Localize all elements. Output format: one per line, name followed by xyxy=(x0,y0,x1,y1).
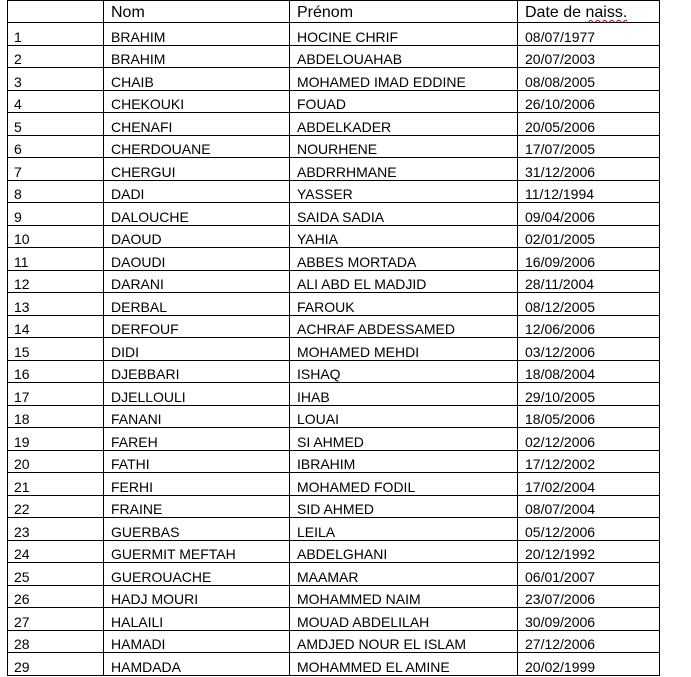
row-number-cell: 18 xyxy=(8,405,104,428)
row-number-cell: 17 xyxy=(8,383,104,406)
prenom-cell: YAHIA xyxy=(290,225,518,248)
row-number-cell: 1 xyxy=(8,23,104,46)
nom-cell: FAREH xyxy=(104,428,290,451)
date-naissance-cell: 31/12/2006 xyxy=(518,158,660,181)
table-row xyxy=(8,248,660,271)
prenom-cell: YASSER xyxy=(290,180,518,203)
date-naissance-cell: 11/12/1994 xyxy=(518,180,660,203)
prenom-cell: ABDRRHMANE xyxy=(290,158,518,181)
date-naissance-cell: 20/02/1999 xyxy=(518,653,660,676)
row-number-cell: 8 xyxy=(8,180,104,203)
row-number-cell: 4 xyxy=(8,90,104,113)
table-row xyxy=(8,540,660,563)
nom-cell: HAMDADA xyxy=(104,653,290,676)
row-number-cell: 15 xyxy=(8,338,104,361)
table-row xyxy=(8,270,660,293)
prenom-cell: MOHAMMED EL AMINE xyxy=(290,653,518,676)
table-row xyxy=(8,630,660,653)
date-naissance-cell: 16/09/2006 xyxy=(518,248,660,271)
date-naissance-cell: 17/07/2005 xyxy=(518,135,660,158)
nom-cell: DAOUD xyxy=(104,225,290,248)
date-naissance-cell: 30/09/2006 xyxy=(518,608,660,631)
nom-cell: FATHI xyxy=(104,450,290,473)
prenom-cell: FOUAD xyxy=(290,90,518,113)
table-row xyxy=(8,225,660,248)
table-row xyxy=(8,473,660,496)
date-naissance-cell: 02/01/2005 xyxy=(518,225,660,248)
prenom-cell: IHAB xyxy=(290,383,518,406)
date-naissance-cell: 20/05/2006 xyxy=(518,113,660,136)
prenom-cell: ALI ABD EL MADJID xyxy=(290,270,518,293)
date-naissance-cell: 17/12/2002 xyxy=(518,450,660,473)
nom-cell: GUEROUACHE xyxy=(104,563,290,586)
table-row xyxy=(8,180,660,203)
date-naissance-cell: 18/05/2006 xyxy=(518,405,660,428)
date-naissance-cell: 06/01/2007 xyxy=(518,563,660,586)
table-row xyxy=(8,428,660,451)
row-number-cell: 6 xyxy=(8,135,104,158)
student-list-table xyxy=(7,0,660,676)
date-naissance-cell: 08/07/1977 xyxy=(518,23,660,46)
table-row xyxy=(8,315,660,338)
header-nom: Nom xyxy=(104,1,290,23)
nom-cell: HADJ MOURI xyxy=(104,585,290,608)
row-number-cell: 5 xyxy=(8,113,104,136)
date-naissance-cell: 29/10/2005 xyxy=(518,383,660,406)
prenom-cell: MOHAMED FODIL xyxy=(290,473,518,496)
header-row xyxy=(8,1,660,23)
nom-cell: DALOUCHE xyxy=(104,203,290,226)
row-number-cell: 7 xyxy=(8,158,104,181)
prenom-cell: IBRAHIM xyxy=(290,450,518,473)
table-row xyxy=(8,23,660,46)
row-number-cell: 25 xyxy=(8,563,104,586)
table-row xyxy=(8,495,660,518)
nom-cell: BRAHIM xyxy=(104,23,290,46)
nom-cell: DJELLOULI xyxy=(104,383,290,406)
row-number-cell: 10 xyxy=(8,225,104,248)
prenom-cell: AMDJED NOUR EL ISLAM xyxy=(290,630,518,653)
nom-cell: HAMADI xyxy=(104,630,290,653)
prenom-cell: SID AHMED xyxy=(290,495,518,518)
row-number-cell: 16 xyxy=(8,360,104,383)
nom-cell: GUERMIT MEFTAH xyxy=(104,540,290,563)
nom-cell: DJEBBARI xyxy=(104,360,290,383)
table-row xyxy=(8,68,660,91)
date-naissance-cell: 28/11/2004 xyxy=(518,270,660,293)
header-date-de-naissance xyxy=(518,1,660,23)
row-number-cell: 23 xyxy=(8,518,104,541)
row-number-cell: 29 xyxy=(8,653,104,676)
date-naissance-cell: 20/12/1992 xyxy=(518,540,660,563)
prenom-cell: ACHRAF ABDESSAMED xyxy=(290,315,518,338)
prenom-cell: MOHAMED MEHDI xyxy=(290,338,518,361)
row-number-cell: 26 xyxy=(8,585,104,608)
nom-cell: CHAIB xyxy=(104,68,290,91)
date-naissance-cell: 05/12/2006 xyxy=(518,518,660,541)
table-row xyxy=(8,113,660,136)
date-naissance-cell: 02/12/2006 xyxy=(518,428,660,451)
row-number-cell: 19 xyxy=(8,428,104,451)
prenom-cell: ABDELKADER xyxy=(290,113,518,136)
date-naissance-cell: 08/08/2005 xyxy=(518,68,660,91)
table-body xyxy=(8,23,660,676)
prenom-cell: MOUAD ABDELILAH xyxy=(290,608,518,631)
date-naissance-cell: 20/07/2003 xyxy=(518,45,660,68)
spellcheck-flagged-word: naiss. xyxy=(585,4,628,21)
header-prenom: Prénom xyxy=(290,1,518,23)
row-number-cell: 22 xyxy=(8,495,104,518)
date-naissance-cell: 26/10/2006 xyxy=(518,90,660,113)
table-header xyxy=(8,1,660,23)
nom-cell: HALAILI xyxy=(104,608,290,631)
table-row xyxy=(8,338,660,361)
row-number-cell: 21 xyxy=(8,473,104,496)
date-naissance-cell: 08/12/2005 xyxy=(518,293,660,316)
nom-cell: CHENAFI xyxy=(104,113,290,136)
prenom-cell: MOHAMED IMAD EDDINE xyxy=(290,68,518,91)
nom-cell: DERFOUF xyxy=(104,315,290,338)
prenom-cell: MAAMAR xyxy=(290,563,518,586)
row-number-cell: 13 xyxy=(8,293,104,316)
table-row xyxy=(8,563,660,586)
date-naissance-cell: 12/06/2006 xyxy=(518,315,660,338)
nom-cell: GUERBAS xyxy=(104,518,290,541)
table-row xyxy=(8,518,660,541)
prenom-cell: SAIDA SADIA xyxy=(290,203,518,226)
nom-cell: DIDI xyxy=(104,338,290,361)
row-number-cell: 24 xyxy=(8,540,104,563)
row-number-cell: 9 xyxy=(8,203,104,226)
prenom-cell: ABDELOUAHAB xyxy=(290,45,518,68)
nom-cell: BRAHIM xyxy=(104,45,290,68)
table-row xyxy=(8,360,660,383)
row-number-cell: 20 xyxy=(8,450,104,473)
table-row xyxy=(8,158,660,181)
prenom-cell: LEILA xyxy=(290,518,518,541)
prenom-cell: NOURHENE xyxy=(290,135,518,158)
prenom-cell: ABDELGHANI xyxy=(290,540,518,563)
date-naissance-cell: 03/12/2006 xyxy=(518,338,660,361)
table-row xyxy=(8,405,660,428)
row-number-cell: 28 xyxy=(8,630,104,653)
row-number-cell: 11 xyxy=(8,248,104,271)
table-row xyxy=(8,383,660,406)
nom-cell: DARANI xyxy=(104,270,290,293)
table-row xyxy=(8,585,660,608)
row-number-cell: 2 xyxy=(8,45,104,68)
prenom-cell: LOUAI xyxy=(290,405,518,428)
table-row xyxy=(8,608,660,631)
nom-cell: DAOUDI xyxy=(104,248,290,271)
nom-cell: CHERGUI xyxy=(104,158,290,181)
table-row xyxy=(8,90,660,113)
table-row xyxy=(8,653,660,676)
row-number-cell: 14 xyxy=(8,315,104,338)
nom-cell: CHEKOUKI xyxy=(104,90,290,113)
date-naissance-cell: 27/12/2006 xyxy=(518,630,660,653)
nom-cell: FANANI xyxy=(104,405,290,428)
header-number xyxy=(8,1,104,23)
prenom-cell: ISHAQ xyxy=(290,360,518,383)
nom-cell: FERHI xyxy=(104,473,290,496)
prenom-cell: SI AHMED xyxy=(290,428,518,451)
row-number-cell: 12 xyxy=(8,270,104,293)
date-naissance-cell: 17/02/2004 xyxy=(518,473,660,496)
table-row xyxy=(8,203,660,226)
row-number-cell: 3 xyxy=(8,68,104,91)
prenom-cell: FAROUK xyxy=(290,293,518,316)
date-naissance-cell: 08/07/2004 xyxy=(518,495,660,518)
nom-cell: FRAINE xyxy=(104,495,290,518)
table-row xyxy=(8,293,660,316)
prenom-cell: MOHAMMED NAIM xyxy=(290,585,518,608)
date-naissance-cell: 23/07/2006 xyxy=(518,585,660,608)
table-row xyxy=(8,45,660,68)
table-row xyxy=(8,135,660,158)
date-naissance-cell: 09/04/2006 xyxy=(518,203,660,226)
prenom-cell: ABBES MORTADA xyxy=(290,248,518,271)
table-row xyxy=(8,450,660,473)
nom-cell: DADI xyxy=(104,180,290,203)
nom-cell: DERBAL xyxy=(104,293,290,316)
header-date-prefix: Date de xyxy=(525,4,586,21)
prenom-cell: HOCINE CHRIF xyxy=(290,23,518,46)
nom-cell: CHERDOUANE xyxy=(104,135,290,158)
date-naissance-cell: 18/08/2004 xyxy=(518,360,660,383)
row-number-cell: 27 xyxy=(8,608,104,631)
